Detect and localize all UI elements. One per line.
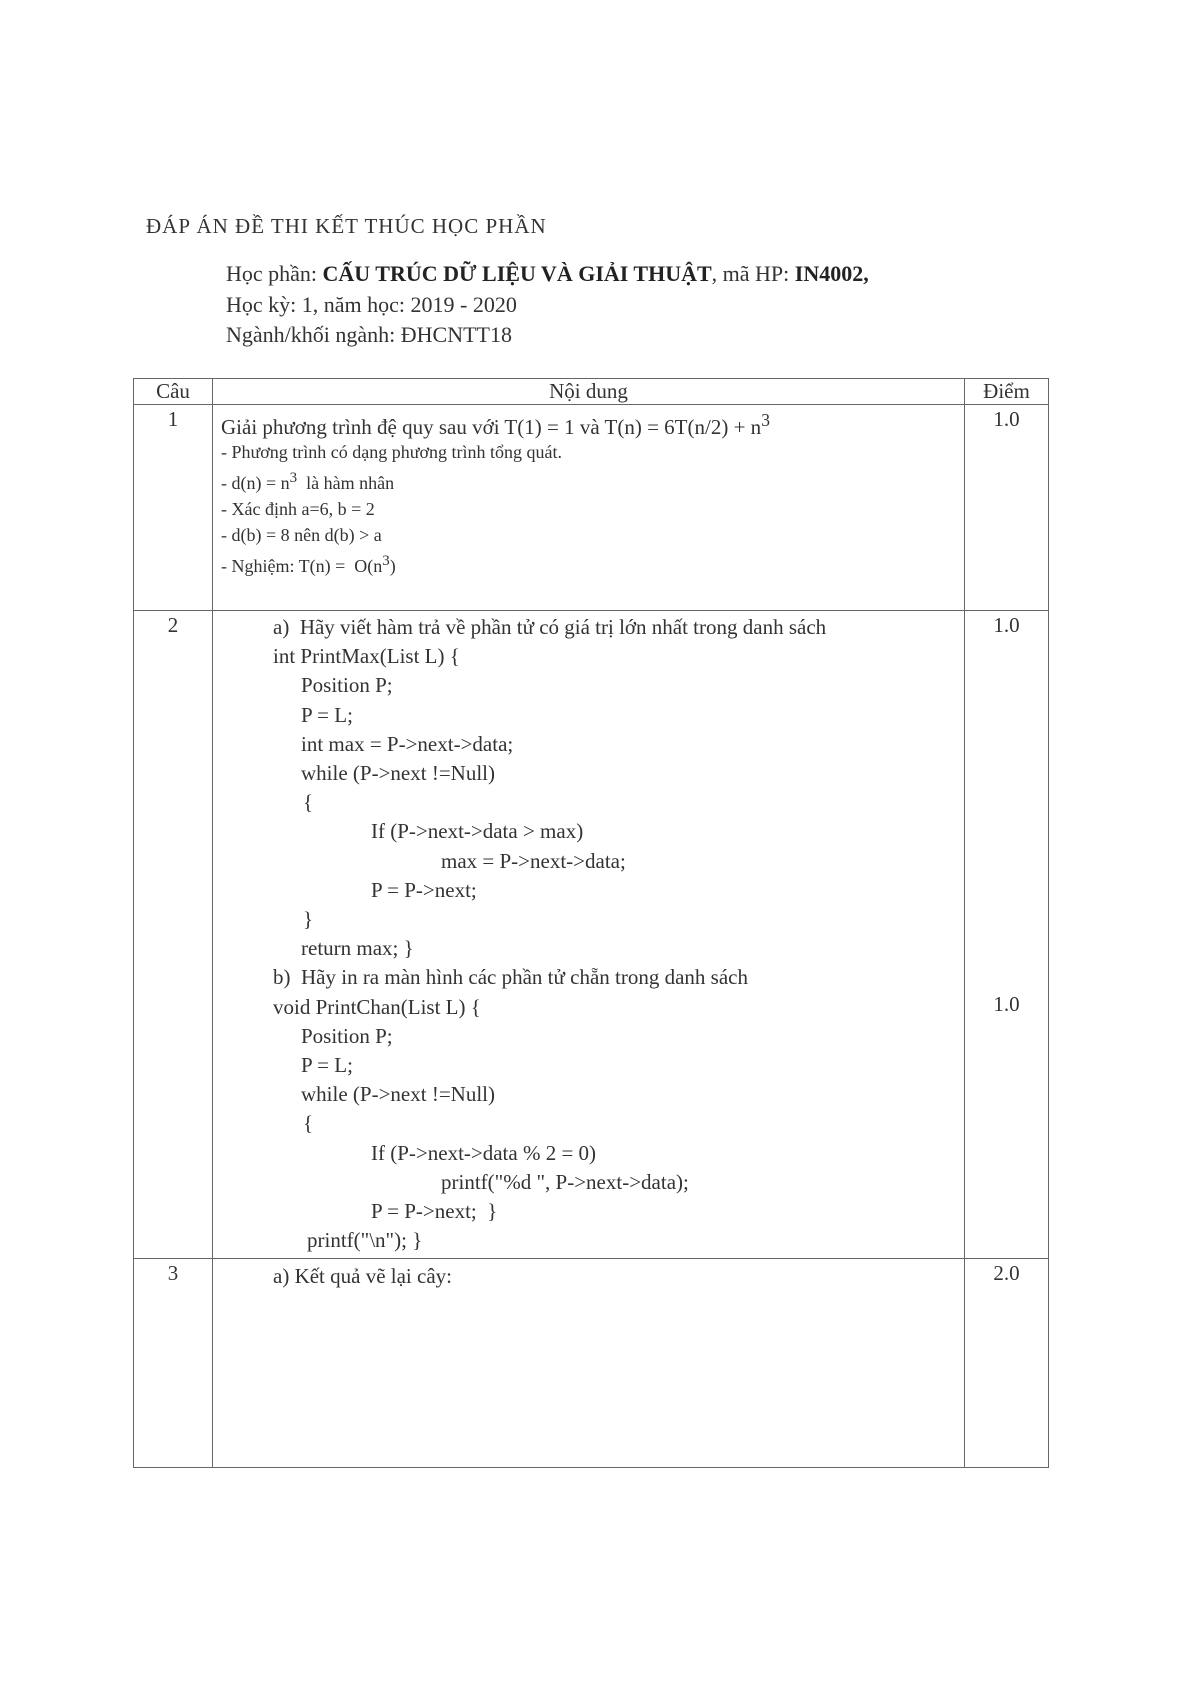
question-score-cell: [965, 611, 1049, 1259]
code-line: P = P->next; }: [371, 1199, 498, 1224]
question-score-a: 1.0: [993, 613, 1020, 637]
semester-line: Học kỳ: 1, năm học: 2019 - 2020: [226, 292, 517, 317]
code-line: max = P->next->data;: [441, 848, 626, 873]
q1-line: - Phương trình có dạng phương trình tổng quát.: [221, 442, 563, 462]
code-line: P = L;: [301, 702, 353, 727]
question-number: 2: [134, 611, 213, 1259]
code-line: {: [303, 790, 314, 815]
code-line: printf("%d ", P->next->data);: [441, 1169, 689, 1194]
code-line: If (P->next->data % 2 = 0): [371, 1140, 597, 1165]
code-line: P = P->next;: [371, 877, 477, 902]
course-line: [226, 261, 869, 287]
code-line: void PrintChan(List L) {: [273, 994, 481, 1019]
code-line: while (P->next !=Null): [301, 761, 495, 786]
q1-line-part: - Nghiệm: T(n) = O(n: [221, 556, 383, 576]
page-title: ĐÁP ÁN ĐỀ THI KẾT THÚC HỌC PHẦN: [146, 214, 547, 238]
q1-line-part: là hàm nhân: [297, 473, 395, 493]
course-code: IN4002,: [794, 261, 869, 286]
question-content: [213, 611, 965, 1259]
q1-line-part: - d(n) = n: [221, 473, 290, 493]
header-noi-dung: Nội dung: [213, 379, 965, 405]
q1-line-part: ): [389, 556, 396, 576]
code-line: If (P->next->data > max): [371, 819, 584, 844]
q1-lead: [221, 408, 956, 439]
q2-part-a-prompt: a) Hãy viết hàm trả về phần tử có giá trị lớn nhất trong danh sách: [273, 615, 827, 639]
header-diem: Điểm: [965, 379, 1049, 405]
question-score: 2.0: [965, 1259, 1049, 1468]
code-line: P = L;: [301, 1053, 353, 1078]
q2-scores: [965, 611, 1048, 1256]
code-line: printf("\n"); }: [307, 1228, 423, 1253]
question-number: 3: [134, 1259, 213, 1468]
question-score: 1.0: [965, 405, 1049, 611]
q3-line: a) Kết quả vẽ lại cây:: [273, 1264, 452, 1288]
code-line: int max = P->next->data;: [301, 731, 514, 756]
q1-line-sup: 3: [289, 470, 298, 486]
course-code-prefix: , mã HP:: [711, 261, 795, 286]
code-line: {: [303, 1111, 314, 1136]
code-line: while (P->next !=Null): [301, 1082, 495, 1107]
course-prefix: Học phần:: [226, 261, 323, 286]
answer-table: [133, 378, 1049, 1468]
q1-line: - d(b) = 8 nên d(b) > a: [221, 525, 382, 545]
table-header-row: [134, 379, 1049, 405]
course-name: CẤU TRÚC DỮ LIỆU VÀ GIẢI THUẬT: [322, 261, 712, 286]
code-line: int PrintMax(List L) {: [273, 644, 460, 669]
q1-line-sup: 3: [382, 553, 390, 569]
code-line: Position P;: [301, 1023, 393, 1048]
q1-line: - Xác định a=6, b = 2: [221, 499, 375, 519]
q1-lead-text: Giải phương trình đệ quy sau với T(1) = 1 và T(n) = 6T(n/2) + n: [221, 415, 762, 439]
major-line: Ngành/khối ngành: ĐHCNTT18: [226, 322, 512, 347]
question-score-b: 1.0: [993, 992, 1020, 1016]
code-line: Position P;: [301, 673, 393, 698]
table-row: [134, 1259, 1049, 1468]
table-row: [134, 405, 1049, 611]
question-content: [213, 405, 965, 611]
q1-line: [221, 465, 956, 496]
q1-line: [221, 548, 956, 579]
header-cau: Câu: [134, 379, 213, 405]
code-line: }: [303, 907, 314, 932]
table-row: [134, 611, 1049, 1259]
q2-part-b-prompt: b) Hãy in ra màn hình các phần tử chẵn trong danh sách: [273, 965, 748, 990]
question-number: 1: [134, 405, 213, 611]
code-line: return max; }: [301, 936, 414, 961]
question-content: [213, 1259, 965, 1468]
q1-lead-sup: 3: [761, 410, 770, 430]
